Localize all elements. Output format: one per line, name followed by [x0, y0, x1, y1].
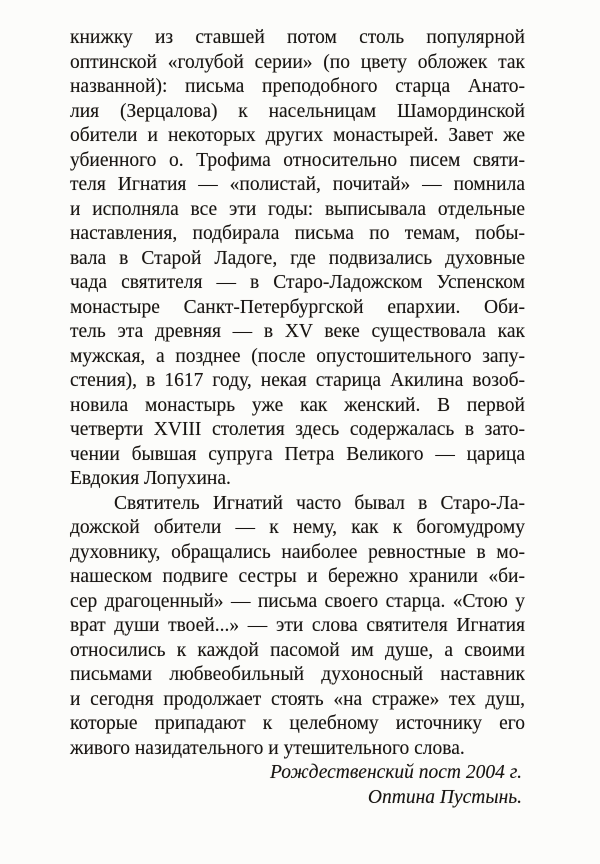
- text-line: письмами любвеобильный духоносный наставник: [70, 664, 525, 685]
- text-line: духовнику, обращались наиболее ревностные в мо-: [70, 541, 525, 563]
- text-line: теля Игнатия — «полистай, почитай» — помнила: [70, 174, 525, 195]
- text-line: живого назидательного и утешительного слова.: [70, 737, 465, 759]
- text-line: оптинской «голубой серии» (по цвету обложек так: [70, 51, 525, 73]
- text-line: Святитель Игнатий часто бывал в Старо-Ла-: [114, 492, 525, 514]
- text-line: мужская, а позднее (после опустошительного запу-: [70, 345, 525, 367]
- text-line: и сегодня продолжает стоять «на страже» тех душ,: [70, 688, 525, 710]
- text-block: [70, 26, 525, 810]
- text-line: тель эта древняя — в XV веке существовала как: [70, 321, 525, 342]
- text-line: дожской обители — к нему, как к богомудрому: [70, 517, 525, 538]
- text-line: и исполняла все эти годы: выписывала отдельные: [70, 198, 525, 220]
- paragraph: [70, 26, 525, 492]
- text-line: сер драгоценный» — письма своего старца. «Стою у: [70, 590, 525, 612]
- text-line: врат души твоей...» — эти слова святителя Игнатия: [70, 615, 525, 636]
- signature-line: Оптина Пустынь.: [367, 786, 522, 808]
- text-line: стения), в 1617 году, некая старица Акилина возоб-: [70, 370, 525, 391]
- text-line: обители и некоторых других монастырей. Завет же: [70, 125, 525, 146]
- text-line: нашеском подвиге сестры и бережно хранили «би-: [70, 566, 525, 587]
- text-line: Евдокия Лопухина.: [70, 468, 231, 489]
- text-line: убиенного о. Трофима относительно писем святи-: [70, 149, 525, 171]
- signature-block: [70, 761, 525, 810]
- text-line: лия (Зерцалова) к насельницам Шамординской: [70, 100, 525, 122]
- text-line: которые припадают к целебному источнику его: [70, 713, 525, 734]
- text-line: новила монастырь уже как женский. В первой: [70, 394, 525, 416]
- paragraph: [70, 492, 525, 762]
- text-line: наставления, подбирала письма по темам, побы-: [70, 223, 525, 244]
- text-line: монастыре Санкт-Петербургской епархии. Оби-: [70, 296, 525, 318]
- text-line: относились к каждой пасомой им душе, а своими: [70, 639, 525, 661]
- text-line: чении бывшая супруга Петра Великого — царица: [70, 443, 525, 465]
- text-line: четверти XVIII столетия здесь содержалась в зато-: [70, 419, 525, 440]
- text-line: чада святителя — в Старо-Ладожском Успенском: [70, 272, 525, 293]
- signature-line: Рождественский пост 2004 г.: [269, 762, 522, 783]
- text-line: книжку из ставшей потом столь популярной: [70, 27, 525, 48]
- text-line: вала в Старой Ладоге, где подвизались духовные: [70, 247, 525, 269]
- text-line: названной): письма преподобного старца Анато-: [70, 76, 525, 97]
